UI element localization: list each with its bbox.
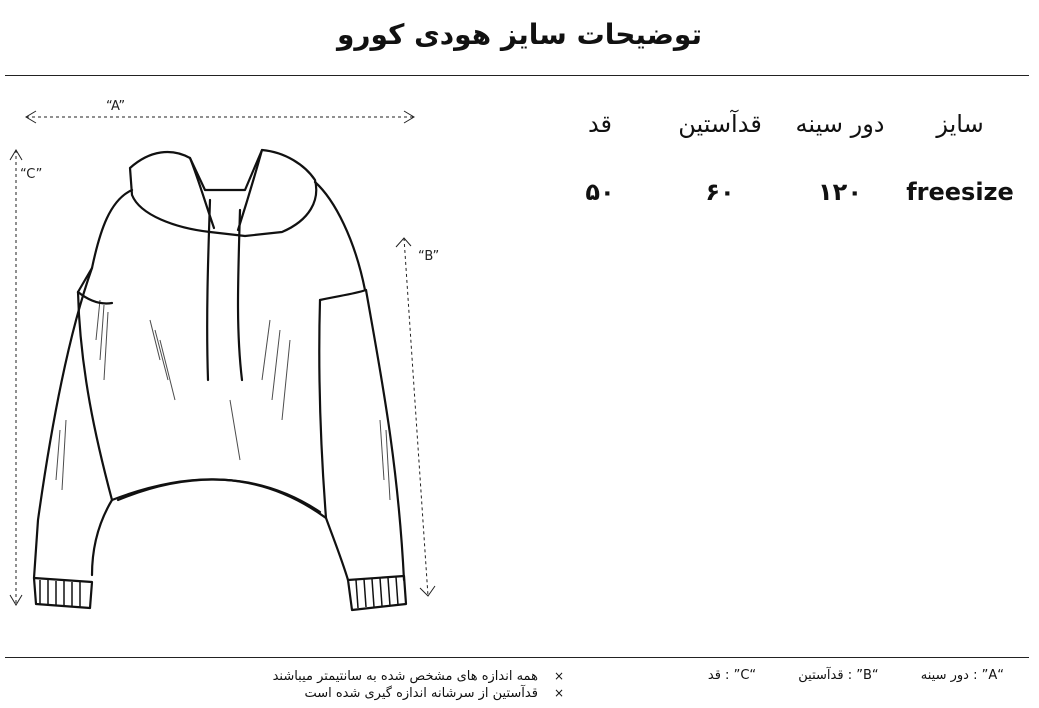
dimension-a-label: “A” bbox=[106, 99, 126, 114]
size-table bbox=[540, 110, 1020, 246]
value-sleeve: ۶۰ bbox=[705, 178, 735, 206]
bottom-divider bbox=[5, 657, 1029, 658]
notes bbox=[273, 668, 564, 702]
note-item: ×همه اندازه های مشخص شده به سانتیمتر میباشند bbox=[272, 669, 564, 684]
dimension-b-label: “B” bbox=[418, 249, 440, 264]
header-length: قد bbox=[587, 110, 613, 138]
header-sleeve: قدآستین bbox=[678, 110, 762, 138]
size-table-header-row bbox=[540, 110, 1020, 178]
note-marker-icon: × bbox=[553, 686, 564, 700]
value-length: ۵۰ bbox=[585, 178, 615, 206]
legend-a: “A” : دور سینه bbox=[920, 668, 1004, 683]
dimension-c-label: “C” bbox=[20, 167, 43, 182]
value-size: freesize bbox=[906, 178, 1014, 206]
legend-b: “B” : قدآستین bbox=[798, 668, 879, 683]
note-marker-icon: × bbox=[553, 669, 564, 683]
page-title: توضیحات سایز هودی کورو bbox=[337, 18, 702, 51]
legend-c: “C” : قد bbox=[707, 668, 757, 683]
size-table-value-row bbox=[540, 178, 1020, 246]
value-chest: ۱۲۰ bbox=[818, 178, 862, 206]
hoodie-illustration bbox=[0, 85, 470, 630]
note-item: ×قدآستین از سرشانه اندازه گیری شده است bbox=[304, 686, 564, 701]
dimension-legend bbox=[670, 668, 1004, 683]
top-divider bbox=[5, 75, 1029, 76]
header-size: سایز bbox=[936, 110, 984, 138]
header-chest: دور سینه bbox=[795, 110, 885, 138]
